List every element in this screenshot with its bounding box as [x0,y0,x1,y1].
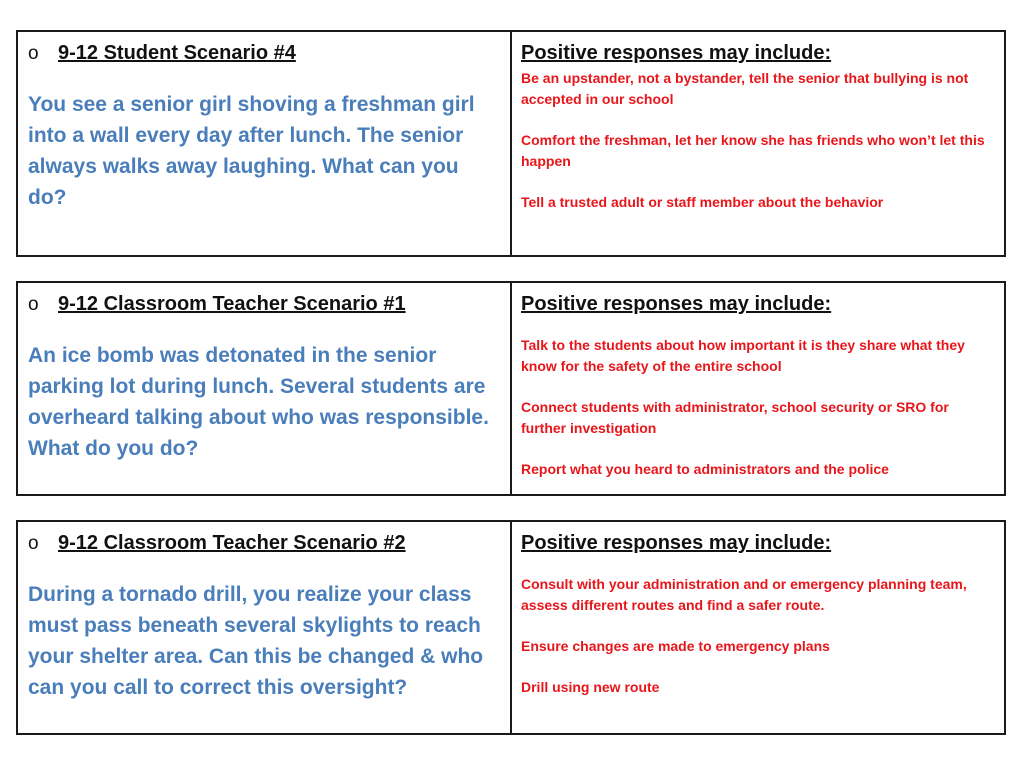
response-item: Ensure changes are made to emergency plans [521,638,830,654]
scenario-card-1 [16,30,1006,257]
scenario-description: You see a senior girl shoving a freshman girl into a wall every day after lunch. The senior always walks away laughing. What can you do? [28,93,475,209]
scenario-card-3 [16,520,1006,735]
response-item: Be an upstander, not a bystander, tell the senior that bullying is not accepted in our school [521,70,969,107]
scenario-heading [28,40,500,67]
responses-cell [511,282,1005,495]
scenario-title: 9-12 Classroom Teacher Scenario #1 [58,293,406,315]
scenario-description: During a tornado drill, you realize your class must pass beneath several skylights to reach your shelter area. Can this be changed & who can you call to correct this oversight? [28,583,484,699]
response-item: Talk to the students about how important it is they share what they know for the safety of the entire school [521,337,965,374]
scenario-heading [28,291,500,318]
response-item: Comfort the freshman, let her know she has friends who won’t let this happen [521,132,985,169]
responses-cell [511,521,1005,734]
scenario-cell [17,282,511,495]
response-item: Consult with your administration and or emergency planning team, assess different routes and find a safer route. [521,576,967,613]
scenario-description: An ice bomb was detonated in the senior parking lot during lunch. Several students are overheard talking about who was responsible. What do you do? [28,344,489,460]
scenario-title: 9-12 Classroom Teacher Scenario #2 [58,532,406,554]
response-item: Report what you heard to administrators and the police [521,461,889,477]
circle-bullet-icon: o [28,294,39,315]
response-item: Drill using new route [521,679,660,695]
response-item: Tell a trusted adult or staff member about the behavior [521,194,884,210]
scenario-cell [17,521,511,734]
scenario-title: 9-12 Student Scenario #4 [58,42,296,64]
responses-cell [511,31,1005,256]
responses-title: Positive responses may include: [521,532,832,554]
responses-title: Positive responses may include: [521,293,832,315]
circle-bullet-icon: o [28,43,39,64]
scenario-cell [17,31,511,256]
scenario-heading [28,530,500,557]
circle-bullet-icon: o [28,533,39,554]
response-item: Connect students with administrator, school security or SRO for further investigation [521,399,949,436]
scenario-card-2 [16,281,1006,496]
responses-title: Positive responses may include: [521,42,832,64]
